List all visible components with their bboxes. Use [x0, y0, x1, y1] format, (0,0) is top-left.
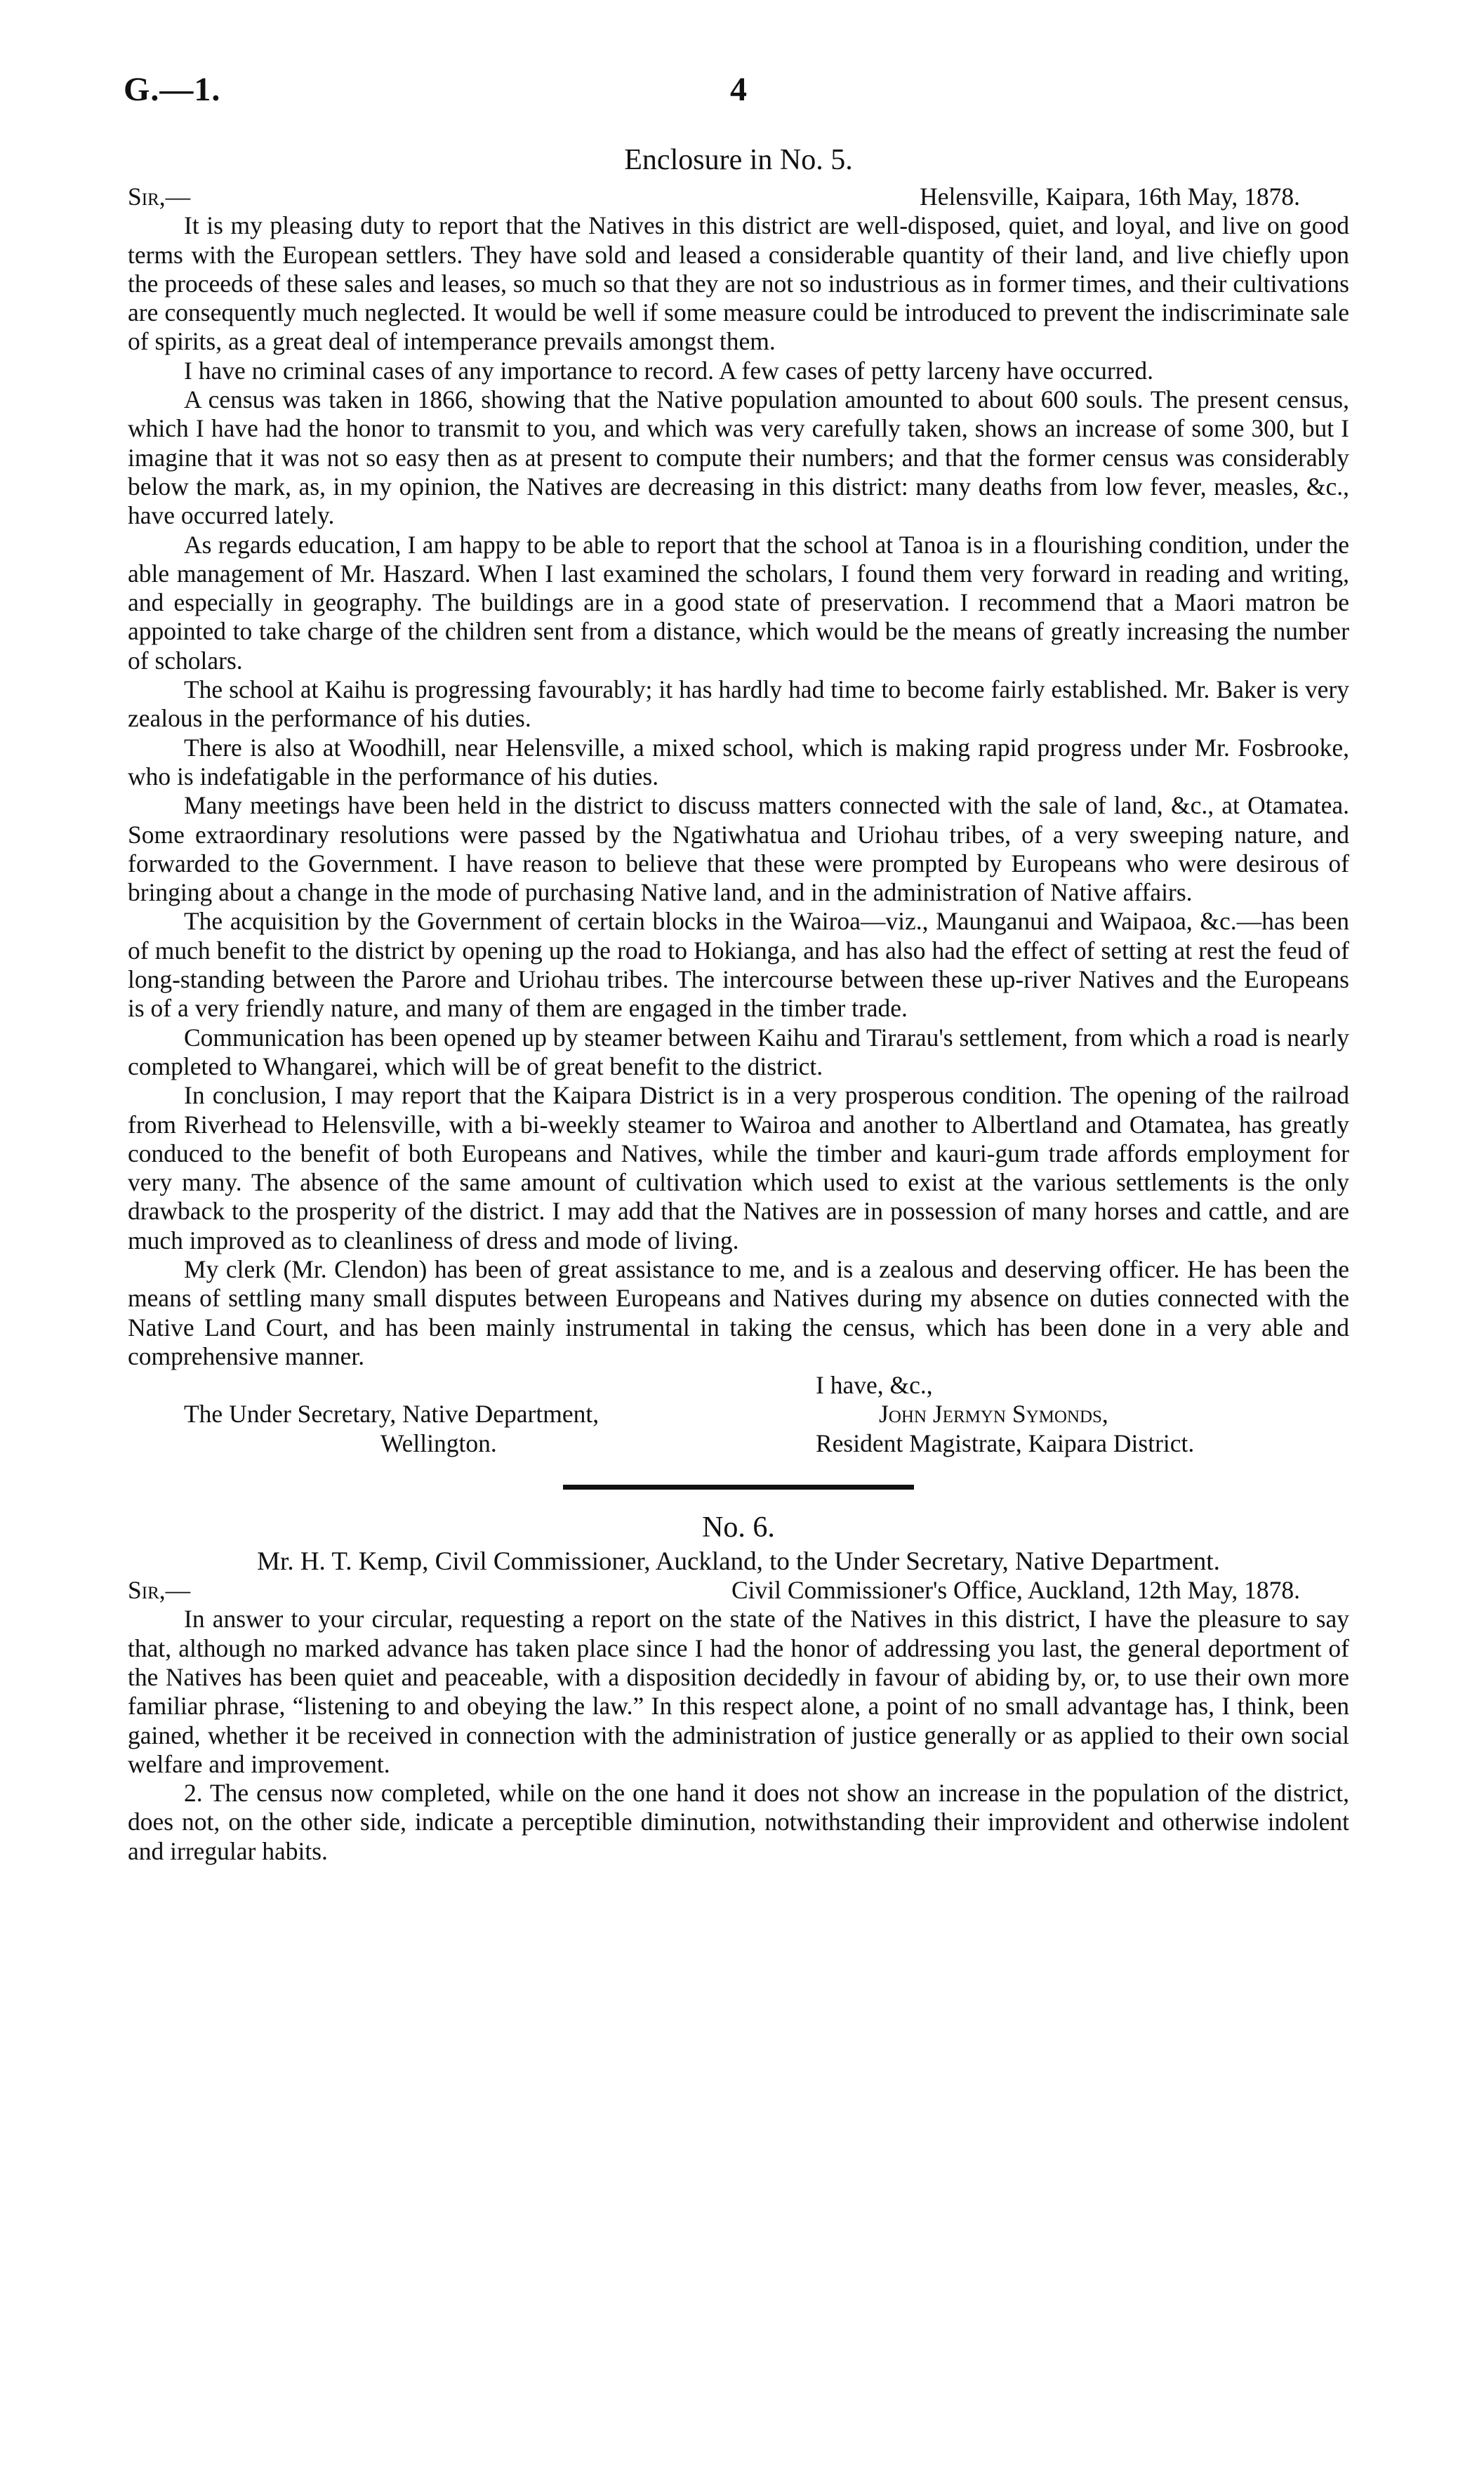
paragraph: A census was taken in 1866, showing that the Native population amounted to about 600 souls. The present census, which I have had the honor to transmit to you, and which was very carefully taken, shows an increase of some 300, but I imagine that it was not so easy then as at present to compute their numbers; and that the former census was considerably below the mark, as, in my opinion, the Natives are decreasing in this district: many deaths from low fever, measles, &c., have occurred lately.	[128, 385, 1349, 530]
enclosure-title: Enclosure in No. 5.	[624, 144, 853, 176]
paragraph: In answer to your circular, requesting a report on the state of the Natives in this district, I have the pleasure to say that, although no marked advance has taken place since I had the honor of addressing you last, the general deportment of the Natives has been quiet and peaceable, with a disposition decidedly in favour of abiding by, or, to use their own more familiar phrase, “listening to and obeying the law.” In this respect alone, a point of no small advantage has, I think, been gained, whether it be received in connection with the administration of justice generally or as applied to their own social welfare and improvement.	[128, 1605, 1349, 1778]
addressee-block	[128, 1371, 760, 1458]
paragraph: I have no criminal cases of any importance to record. A few cases of petty larceny have occurred.	[184, 356, 1153, 385]
paragraph: The school at Kaihu is progressing favourably; it has hardly had time to become fairly established. Mr. Baker is very zealous in the performance of his duties.	[128, 675, 1349, 733]
salutation: Sir,—	[128, 1576, 191, 1605]
signatory-name: John Jermyn Symonds,	[879, 1400, 1108, 1429]
series-label: G.—1.	[124, 71, 221, 108]
no6-title: No. 6.	[702, 1511, 775, 1544]
paragraph: In conclusion, I may report that the Kaipara District is in a very prosperous condition. The opening of the railroad from Riverhead to Helensville, with a bi-weekly steamer to Wairoa and another to Albertland and Otamatea, has greatly conduced to the benefit of both Europeans and Natives, while the timber and kauri-gum trade affords employment for very many. The absence of the same amount of cultivation which used to exist at the various settlements is the only drawback to the prosperity of the district. I may add that the Natives are in possession of many horses and cattle, and are much improved as to cleanliness of dress and mode of living.	[128, 1081, 1349, 1254]
paragraph: There is also at Woodhill, near Helensville, a mixed school, which is making rapid progress under Mr. Fosbrooke, who is indefatigable in the performance of his duties.	[128, 733, 1349, 790]
paragraph: Many meetings have been held in the district to discuss matters connected with the sale of land, &c., at Otamatea. Some extraordinary resolutions were passed by the Ngatiwhatua and Uriohau tribes, of a very sweeping nature, and forwarded to the Government. I have reason to believe that these were prompted by Europeans who were desirous of bringing about a change in the mode of purchasing Native land, and in the administration of Native affairs.	[128, 791, 1349, 907]
enclosure-salutation-row	[128, 183, 1349, 211]
no6-addressee: Mr. H. T. Kemp, Civil Commissioner, Auckland, to the Under Secretary, Native Department.	[257, 1547, 1220, 1577]
signatory-block	[816, 1371, 1349, 1458]
place-date: Helensville, Kaipara, 16th May, 1878.	[920, 183, 1300, 211]
paragraph: 2. The census now completed, while on the one hand it does not show an increase in the population of the district, does not, on the other side, indicate a perceptible diminution, notwithstanding their improvident and otherwise indolent and irregular habits.	[128, 1779, 1349, 1865]
closing: I have, &c.,	[816, 1371, 933, 1400]
signatory-title: Resident Magistrate, Kaipara District.	[816, 1429, 1195, 1457]
paragraph: As regards education, I am happy to be able to report that the school at Tanoa is in a flourishing condition, under the able management of Mr. Haszard. When I last examined the scholars, I found them very forward in reading and writing, and especially in geography. The buildings are in a good state of preservation. I recommend that a Maori matron be appointed to take charge of the children sent from a distance, which would be the means of greatly increasing the number of scholars.	[128, 530, 1349, 675]
page-number: 4	[730, 71, 747, 108]
paragraph: My clerk (Mr. Clendon) has been of great assistance to me, and is a zealous and deserving officer. He has been the means of settling many small disputes between Europeans and Natives during my absence on duties connected with the Native Land Court, and has been mainly instrumental in taking the census, which has been done in a very able and comprehensive manner.	[128, 1254, 1349, 1370]
addressee-line: Wellington.	[380, 1429, 497, 1457]
paragraph: The acquisition by the Government of certain blocks in the Wairoa—viz., Maunganui and Waipaoa, &c.—has been of much benefit to the district by opening up the road to Hokianga, and has also had the effect of setting at rest the feud of long-standing between the Parore and Uriohau tribes. The intercourse between these up-river Natives and the Europeans is of a very friendly nature, and many of them are engaged in the timber trade.	[128, 907, 1349, 1023]
section-divider	[563, 1485, 914, 1490]
signature-block	[128, 1371, 1349, 1458]
addressee-line: The Under Secretary, Native Department,	[184, 1400, 599, 1429]
paragraph: It is my pleasing duty to report that the Natives in this district are well-disposed, quiet, and loyal, and live on good terms with the European settlers. They have sold and leased a considerable quantity of their land, and live chiefly upon the proceeds of these sales and leases, so much so that they are not so industrious as in former times, and their cultivations are consequently much neglected. It would be well if some measure could be introduced to prevent the indiscriminate sale of spirits, as a great deal of intemperance prevails amongst them.	[128, 211, 1349, 356]
no6-salutation-row	[128, 1576, 1349, 1605]
paragraph: Communication has been opened up by steamer between Kaihu and Tirarau's settlement, from which a road is nearly completed to Whangarei, which will be of great benefit to the district.	[128, 1023, 1349, 1080]
enclosure-section	[128, 140, 1349, 1866]
salutation: Sir,—	[128, 183, 191, 211]
place-date: Civil Commissioner's Office, Auckland, 12th May, 1878.	[731, 1576, 1300, 1605]
